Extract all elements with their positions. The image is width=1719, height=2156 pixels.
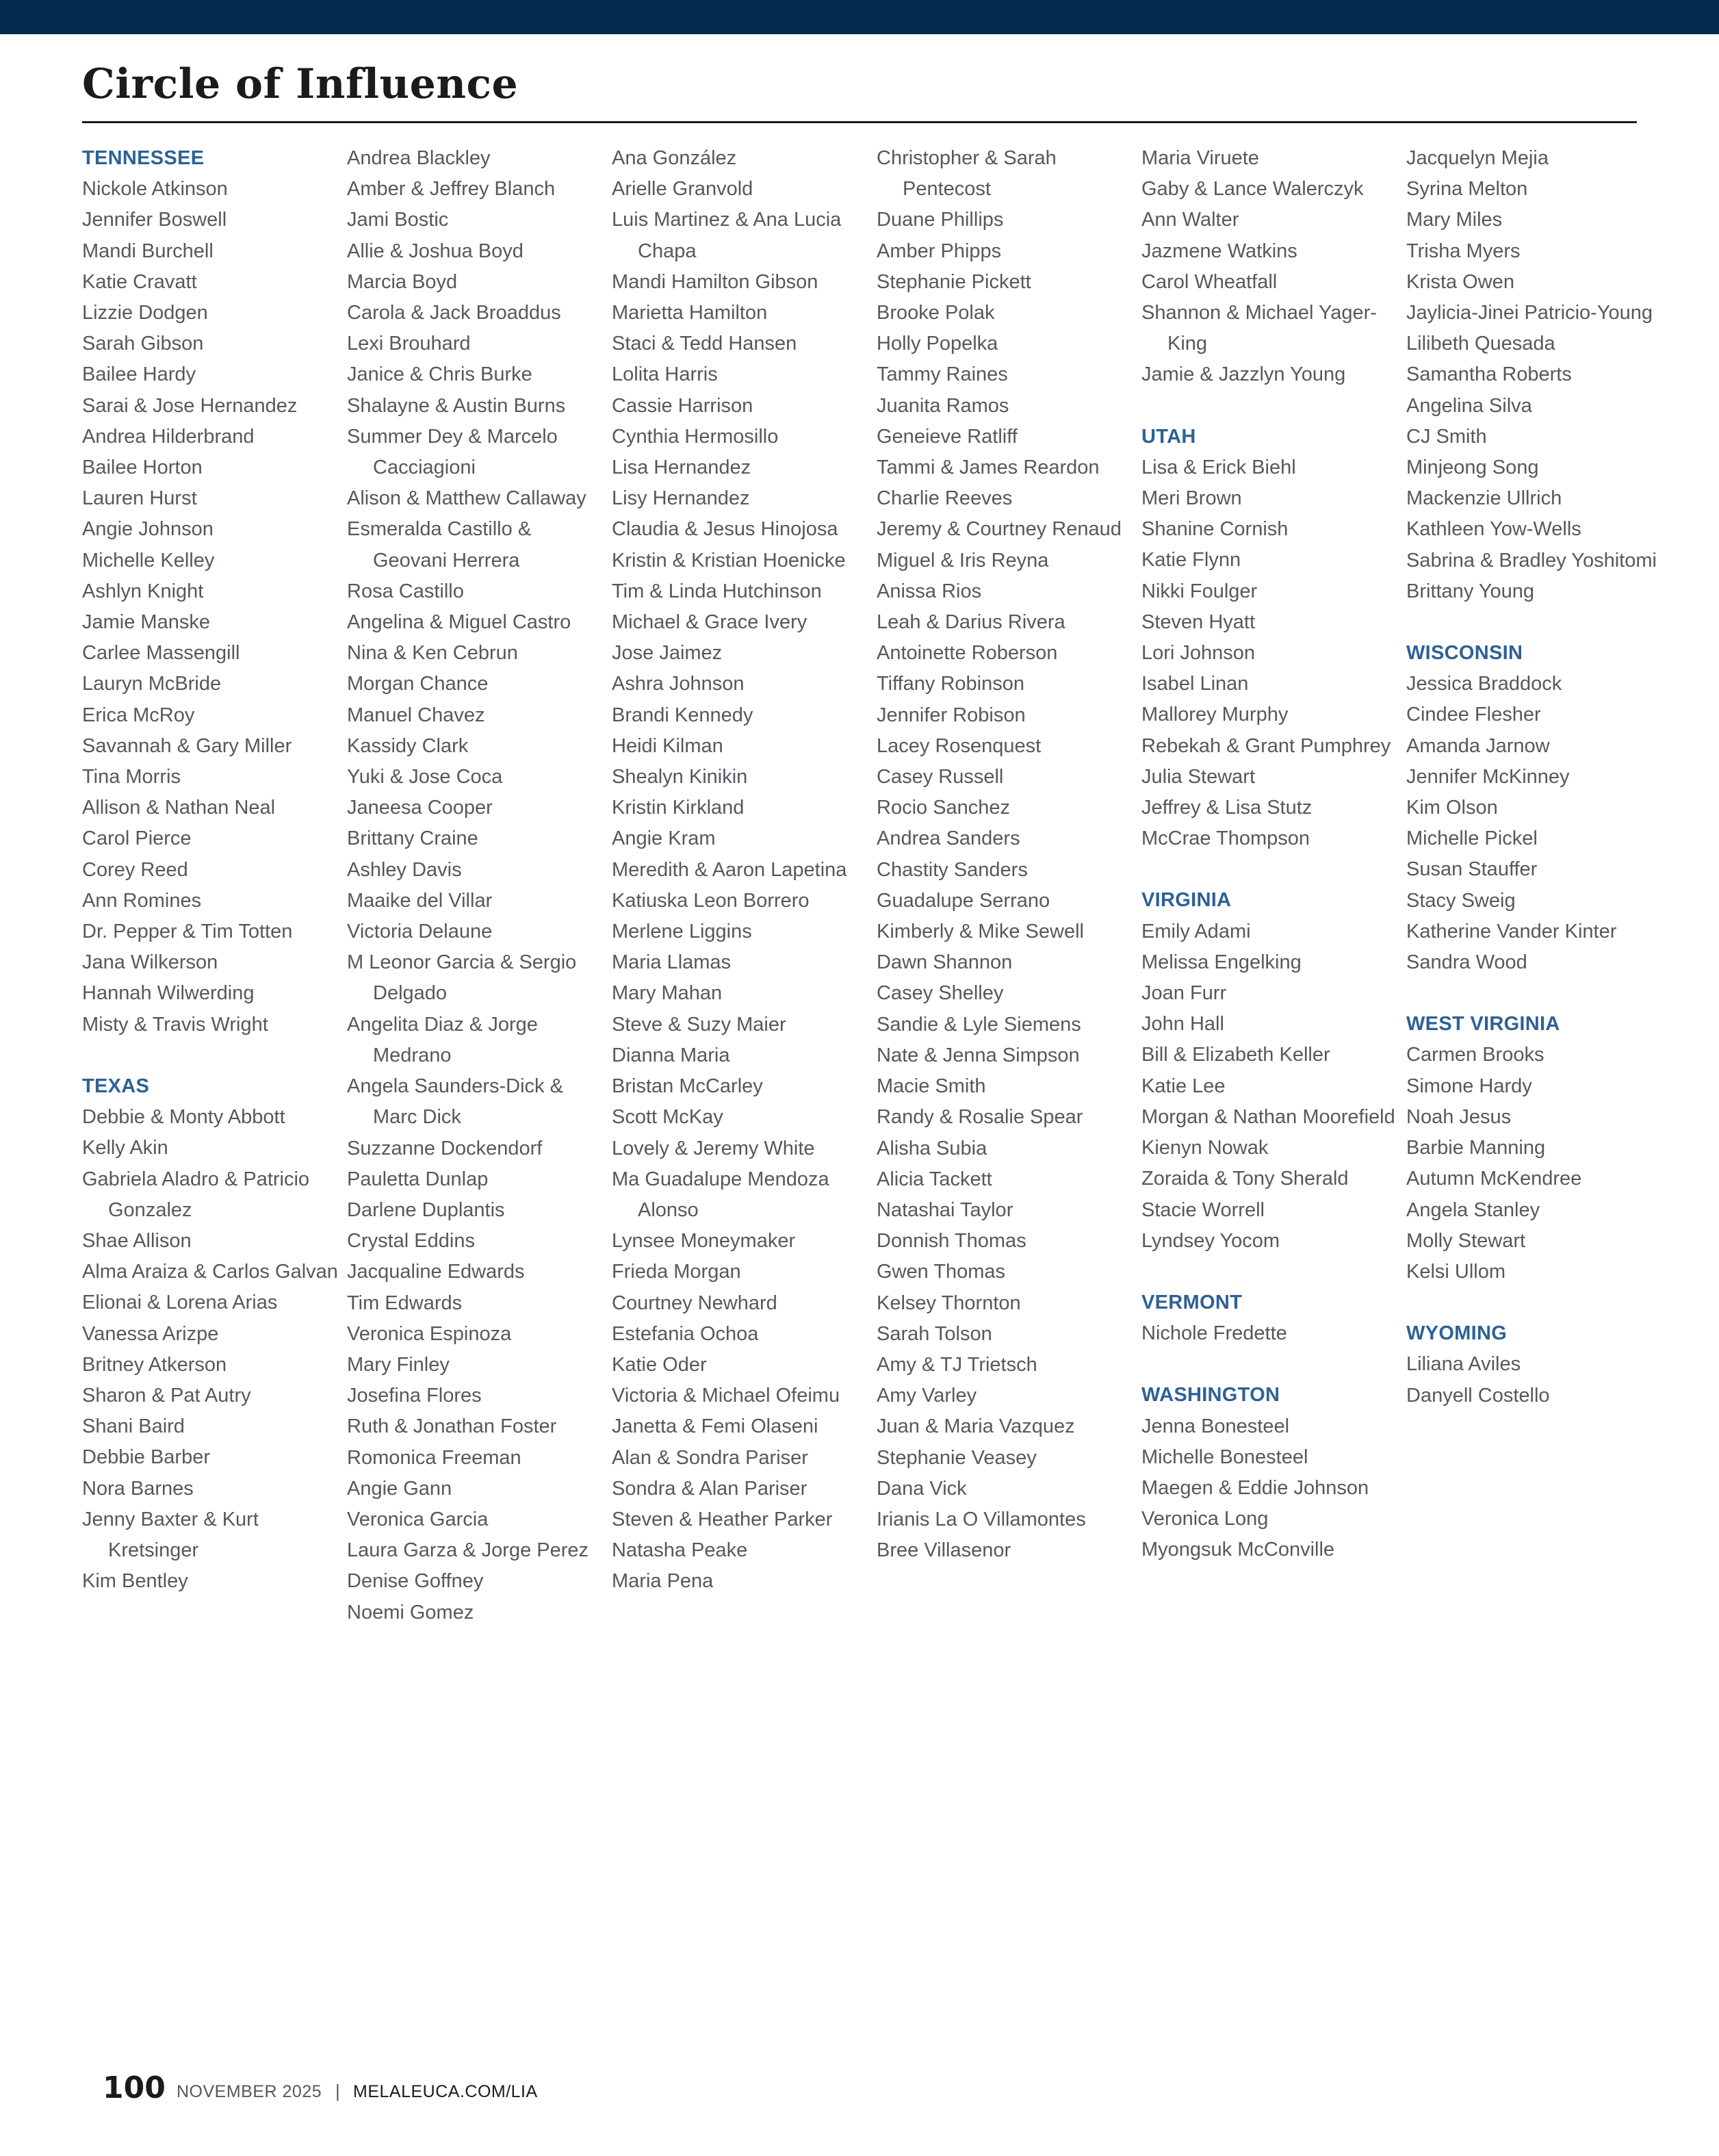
name-entry: Angelina & Miguel Castro	[347, 611, 571, 634]
name-entry: Shae Allison	[82, 1229, 192, 1252]
name-entry: Kimberly & Mike Sewell	[877, 921, 1084, 943]
name-entry: Esmeralda Castillo & Geovani Herrera	[347, 518, 532, 572]
name-entry: Kristin Kirkland	[612, 797, 745, 819]
name-entry: Kristin & Kristian Hoenicke	[612, 549, 846, 572]
name-entry: Britney Atkerson	[82, 1353, 227, 1376]
name-entry: Denise Goffney	[347, 1570, 484, 1593]
name-entry: Debbie Barber	[82, 1446, 210, 1469]
name-entry: Amanda Jarnow	[1406, 734, 1550, 757]
name-entry: Shani Baird	[82, 1415, 185, 1438]
name-entry: Maaike del Villar	[347, 889, 493, 912]
name-entry: Shannon & Michael Yager-King	[1141, 302, 1377, 355]
name-entry: Carola & Jack Broaddus	[347, 302, 561, 324]
footer-separator: |	[335, 2081, 340, 2101]
name-entry: Joan Furr	[1141, 982, 1227, 1005]
name-entry: Morgan Chance	[347, 673, 489, 695]
name-entry: Emily Adami	[1141, 920, 1251, 942]
name-entry: Lisy Hernandez	[612, 487, 750, 510]
state-heading: WISCONSIN	[1406, 642, 1523, 665]
name-entry: Jennifer Robison	[877, 704, 1026, 726]
name-entry: Mackenzie Ullrich	[1406, 487, 1562, 510]
name-entry: Barbie Manning	[1406, 1137, 1546, 1159]
name-entry: Brittany Craine	[347, 827, 478, 850]
name-entry: Noemi Gomez	[347, 1601, 474, 1624]
section-gap	[1141, 391, 1398, 422]
name-entry: Amber & Jeffrey Blanch	[347, 178, 556, 201]
name-entry: Janetta & Femi Olaseni	[612, 1415, 818, 1438]
name-entry: Ann Romines	[82, 889, 202, 912]
name-entry: McCrae Thompson	[1141, 827, 1310, 850]
name-entry: Carlee Massengill	[82, 642, 240, 665]
name-entry: Steve & Suzy Maier	[612, 1013, 786, 1036]
name-entry: Jeffrey & Lisa Stutz	[1141, 797, 1313, 819]
name-entry: Autumn McKendree	[1406, 1168, 1582, 1190]
name-entry: Scott McKay	[612, 1106, 723, 1129]
name-entry: Victoria & Michael Ofeimu	[612, 1385, 840, 1407]
state-heading: UTAH	[1141, 425, 1196, 448]
name-entry: Katherine Vander Kinter	[1406, 920, 1617, 942]
name-entry: Brittany Young	[1406, 580, 1535, 602]
name-entry: Darlene Duplantis	[347, 1198, 505, 1221]
name-entry: Maegen & Eddie Johnson	[1141, 1476, 1369, 1499]
state-heading: TEXAS	[82, 1075, 150, 1097]
name-entry: Jeremy & Courtney Renaud	[877, 518, 1122, 541]
name-entry: Ma Guadalupe Mendoza Alonso	[612, 1168, 829, 1221]
name-entry: Corey Reed	[82, 858, 188, 881]
name-entry: Amber Phipps	[877, 240, 1002, 262]
name-entry: Manuel Chavez	[347, 704, 485, 726]
name-entry: Krista Owen	[1406, 270, 1514, 293]
name-entry: Alan & Sondra Pariser	[612, 1446, 808, 1469]
section-gap	[1141, 1349, 1398, 1380]
name-entry: Mandi Hamilton Gibson	[612, 270, 818, 293]
name-entry: Angela Saunders-Dick & Marc Dick	[347, 1075, 563, 1129]
name-entry: Meredith & Aaron Lapetina	[612, 858, 847, 881]
name-entry: Gabriela Aladro & Patricio Gonzalez	[82, 1168, 310, 1221]
name-entry: Shalayne & Austin Burns	[347, 394, 566, 417]
name-entry: Jenna Bonesteel	[1141, 1415, 1290, 1437]
name-entry: Alison & Matthew Callaway	[347, 487, 586, 510]
name-entry: Shealyn Kinikin	[612, 766, 748, 788]
name-entry: Crystal Eddins	[347, 1230, 475, 1253]
name-entry: Kelly Akin	[82, 1137, 168, 1159]
state-heading: WYOMING	[1406, 1322, 1508, 1345]
name-entry: Tammi & James Reardon	[877, 457, 1100, 479]
name-entry: Rosa Castillo	[347, 580, 464, 602]
name-entry: Bree Villasenor	[877, 1539, 1011, 1562]
name-entry: Christopher & Sarah Pentecost	[877, 147, 1057, 201]
name-entry: Bristan McCarley	[612, 1075, 763, 1098]
name-entry: Mary Finley	[347, 1353, 450, 1376]
name-entry: Frieda Morgan	[612, 1261, 741, 1283]
name-entry: Ana González	[612, 147, 737, 169]
name-entry: Jacqualine Edwards	[347, 1261, 525, 1283]
name-entry: Amy & TJ Trietsch	[877, 1353, 1037, 1376]
name-entry: Nickole Atkinson	[82, 178, 228, 201]
name-entry: John Hall	[1141, 1013, 1224, 1036]
name-entry: Nina & Ken Cebrun	[347, 642, 518, 665]
name-entry: Susan Stauffer	[1406, 858, 1538, 881]
name-entry: Angelita Diaz & Jorge Medrano	[347, 1013, 538, 1066]
name-entry: Casey Russell	[877, 766, 1004, 788]
column-3	[612, 143, 868, 1597]
name-entry: Duane Phillips	[877, 209, 1004, 231]
name-entry: Dr. Pepper & Tim Totten	[82, 921, 293, 943]
name-entry: Jacquelyn Mejia	[1406, 147, 1549, 169]
name-entry: Michelle Bonesteel	[1141, 1446, 1308, 1468]
name-entry: Cassie Harrison	[612, 394, 753, 417]
name-entry: Stephanie Pickett	[877, 270, 1031, 293]
name-entry: Kienyn Nowak	[1141, 1137, 1269, 1159]
column-4	[877, 143, 1133, 1566]
name-entry: Geneieve Ratliff	[877, 425, 1018, 448]
name-entry: Jazmene Watkins	[1141, 240, 1297, 262]
section-gap	[82, 1040, 339, 1071]
name-entry: Natasha Peake	[612, 1539, 748, 1562]
name-entry: Morgan & Nathan Moorefield	[1141, 1105, 1395, 1128]
name-entry: Sarah Gibson	[82, 333, 204, 355]
name-entry: Lolita Harris	[612, 363, 718, 386]
name-entry: Romonica Freeman	[347, 1446, 521, 1469]
name-entry: Tiffany Robinson	[877, 673, 1025, 695]
name-entry: Nikki Foulger	[1141, 580, 1258, 602]
name-entry: Guadalupe Serrano	[877, 889, 1050, 912]
name-entry: Gaby & Lance Walerczyk	[1141, 178, 1364, 201]
name-entry: Miguel & Iris Reyna	[877, 549, 1049, 572]
column-2	[347, 143, 604, 1628]
name-entry: Yuki & Jose Coca	[347, 766, 503, 788]
name-entry: Mary Miles	[1406, 209, 1503, 231]
name-entry: Savannah & Gary Miller	[82, 734, 292, 757]
page-title: Circle of Influence	[82, 60, 519, 108]
name-entry: Brandi Kennedy	[612, 704, 753, 726]
name-entry: Jamie Manske	[82, 611, 210, 634]
state-heading: WEST VIRGINIA	[1406, 1013, 1560, 1036]
name-entry: Bailee Hardy	[82, 363, 196, 386]
section-gap	[1141, 1257, 1398, 1287]
name-entry: Josefina Flores	[347, 1385, 482, 1407]
name-entry: CJ Smith	[1406, 425, 1487, 448]
name-entry: Rebekah & Grant Pumphrey	[1141, 734, 1391, 757]
name-entry: Brooke Polak	[877, 302, 995, 324]
name-entry: Myongsuk McConville	[1141, 1539, 1335, 1561]
name-entry: Lyndsey Yocom	[1141, 1229, 1280, 1252]
name-entry: Maria Llamas	[612, 951, 732, 974]
name-entry: Meri Brown	[1141, 487, 1242, 510]
name-entry: Jami Bostic	[347, 209, 449, 231]
name-entry: Irianis La O Villamontes	[877, 1508, 1086, 1530]
name-entry: Minjeong Song	[1406, 457, 1539, 479]
name-entry: Sharon & Pat Autry	[82, 1384, 251, 1407]
name-entry: Victoria Delaune	[347, 921, 493, 943]
name-entry: Janice & Chris Burke	[347, 363, 532, 386]
name-entry: Veronica Espinoza	[347, 1322, 512, 1345]
name-entry: Nichole Fredette	[1141, 1322, 1287, 1345]
name-entry: Melissa Engelking	[1141, 951, 1302, 973]
footer-url: MELALEUCA.COM/LIA	[353, 2082, 538, 2101]
name-entry: Lisa Hernandez	[612, 457, 751, 479]
name-entry: Sandra Wood	[1406, 951, 1527, 974]
name-entry: Isabel Linan	[1141, 673, 1249, 695]
name-entry: Sondra & Alan Pariser	[612, 1477, 807, 1500]
name-entry: Lauryn McBride	[82, 673, 222, 695]
name-entry: Carol Wheatfall	[1141, 270, 1278, 293]
name-entry: Arielle Granvold	[612, 178, 753, 201]
name-entry: M Leonor Garcia & Sergio Delgado	[347, 951, 577, 1005]
name-entry: Dawn Shannon	[877, 951, 1013, 974]
name-entry: Holly Popelka	[877, 333, 998, 355]
name-entry: Lacey Rosenquest	[877, 734, 1042, 757]
state-heading: VIRGINIA	[1141, 889, 1232, 912]
name-entry: Michelle Kelley	[82, 549, 215, 572]
name-entry: Michelle Pickel	[1406, 827, 1538, 850]
name-entry: Ashlyn Knight	[82, 580, 204, 602]
name-entry: Jennifer McKinney	[1406, 765, 1570, 788]
name-entry: Lovely & Jeremy White	[612, 1137, 815, 1159]
page-number: 100	[103, 2070, 166, 2105]
name-entry: Danyell Costello	[1406, 1384, 1550, 1407]
name-entry: Summer Dey & Marcelo Cacciagioni	[347, 425, 558, 479]
name-entry: Lexi Brouhard	[347, 333, 471, 355]
section-gap	[1406, 607, 1663, 638]
name-entry: Jennifer Boswell	[82, 209, 227, 231]
name-entry: Donnish Thomas	[877, 1230, 1026, 1253]
name-entry: Noah Jesus	[1406, 1105, 1512, 1128]
name-entry: Nora Barnes	[82, 1477, 194, 1500]
name-entry: Janeesa Cooper	[347, 797, 493, 819]
section-gap	[1406, 1287, 1663, 1318]
name-entry: Liliana Aviles	[1406, 1353, 1521, 1376]
name-entry: Angie Kram	[612, 827, 716, 850]
name-entry: Bill & Elizabeth Keller	[1141, 1044, 1330, 1066]
name-entry: Molly Stewart	[1406, 1229, 1526, 1252]
name-entry: Luis Martinez & Ana Lucia Chapa	[612, 209, 842, 262]
name-entry: Laura Garza & Jorge Perez	[347, 1539, 589, 1562]
name-entry: Angelina Silva	[1406, 394, 1532, 417]
name-entry: Shanine Cornish	[1141, 518, 1289, 541]
column-5	[1141, 143, 1398, 1566]
name-entry: Syrina Melton	[1406, 178, 1528, 201]
name-entry: Mandi Burchell	[82, 240, 214, 262]
top-color-band	[0, 0, 1719, 34]
name-entry: Michael & Grace Ivery	[612, 611, 807, 634]
name-entry: Katie Oder	[612, 1353, 707, 1376]
name-entry: Tim & Linda Hutchinson	[612, 580, 822, 602]
name-entry: Kim Olson	[1406, 797, 1498, 819]
issue-date: NOVEMBER 2025	[177, 2082, 322, 2101]
name-entry: Juanita Ramos	[877, 394, 1009, 417]
name-entry: Merlene Liggins	[612, 921, 752, 943]
name-entry: Mary Mahan	[612, 982, 723, 1005]
section-gap	[1406, 978, 1663, 1009]
name-entry: Angela Stanley	[1406, 1198, 1540, 1221]
name-entry: Heidi Kilman	[612, 734, 723, 757]
name-entry: Lizzie Dodgen	[82, 302, 208, 324]
name-entry: Katie Cravatt	[82, 270, 197, 293]
name-entry: Lori Johnson	[1141, 642, 1256, 665]
name-entry: Steven & Heather Parker	[612, 1508, 833, 1530]
name-entry: Pauletta Dunlap	[347, 1168, 489, 1190]
name-entry: Kelsi Ullom	[1406, 1260, 1506, 1283]
name-entry: Angie Gann	[347, 1477, 452, 1500]
name-entry: Alma Araiza & Carlos Galvan	[82, 1261, 338, 1283]
name-entry: Staci & Tedd Hansen	[612, 333, 797, 355]
name-entry: Vanessa Arizpe	[82, 1322, 219, 1345]
name-entry: Charlie Reeves	[877, 487, 1013, 510]
name-entry: Allie & Joshua Boyd	[347, 240, 524, 262]
name-entry: Marcia Boyd	[347, 270, 458, 293]
name-entry: Veronica Long	[1141, 1508, 1269, 1530]
name-entry: Leah & Darius Rivera	[877, 611, 1065, 634]
name-entry: Sabrina & Bradley Yoshitomi	[1406, 549, 1657, 572]
name-entry: Antoinette Roberson	[877, 642, 1058, 665]
name-entry: Nate & Jenna Simpson	[877, 1044, 1080, 1066]
name-entry: Rocio Sanchez	[877, 797, 1011, 819]
name-entry: Mallorey Murphy	[1141, 704, 1289, 726]
name-entry: Marietta Hamilton	[612, 302, 768, 324]
state-heading: VERMONT	[1141, 1291, 1243, 1313]
name-entry: Hannah Wilwerding	[82, 982, 255, 1005]
name-entry: Trisha Myers	[1406, 240, 1521, 262]
name-entry: Stacy Sweig	[1406, 889, 1516, 912]
name-entry: Alisha Subia	[877, 1137, 987, 1159]
state-heading: TENNESSEE	[82, 147, 205, 169]
name-entry: Ann Walter	[1141, 209, 1239, 231]
name-entry: Lilibeth Quesada	[1406, 333, 1555, 355]
name-entry: Jose Jaimez	[612, 642, 723, 665]
name-entry: Tina Morris	[82, 766, 181, 788]
name-entry: Sandie & Lyle Siemens	[877, 1013, 1081, 1036]
name-entry: Maria Viruete	[1141, 147, 1259, 169]
name-entry: Andrea Hilderbrand	[82, 425, 255, 448]
name-entry: Jenny Baxter & Kurt Kretsinger	[82, 1508, 259, 1561]
name-entry: Tim Edwards	[347, 1292, 463, 1314]
name-entry: Juan & Maria Vazquez	[877, 1415, 1075, 1438]
name-entry: Cynthia Hermosillo	[612, 425, 779, 448]
name-entry: Lauren Hurst	[82, 487, 197, 510]
column-6	[1406, 143, 1663, 1411]
name-entry: Dianna Maria	[612, 1044, 730, 1066]
name-entry: Gwen Thomas	[877, 1261, 1006, 1283]
name-entry: Kelsey Thornton	[877, 1292, 1021, 1314]
name-entry: Samantha Roberts	[1406, 363, 1572, 386]
name-entry: Suzzanne Dockendorf	[347, 1137, 543, 1159]
name-entry: Cindee Flesher	[1406, 704, 1541, 726]
name-entry: Andrea Sanders	[877, 827, 1020, 850]
name-entry: Erica McRoy	[82, 704, 195, 726]
name-entry: Anissa Rios	[877, 580, 982, 602]
name-entry: Claudia & Jesus Hinojosa	[612, 518, 838, 541]
name-entry: Jamie & Jazzlyn Young	[1141, 363, 1346, 386]
name-entry: Ashra Johnson	[612, 673, 745, 695]
name-entry: Alicia Tackett	[877, 1168, 992, 1190]
name-entry: Angie Johnson	[82, 518, 214, 541]
name-entry: Randy & Rosalie Spear	[877, 1106, 1083, 1129]
section-gap	[1141, 854, 1398, 885]
title-underline	[82, 121, 1637, 123]
name-entry: Steven Hyatt	[1141, 611, 1256, 633]
name-entry: Kathleen Yow-Wells	[1406, 518, 1581, 541]
name-entry: Jana Wilkerson	[82, 951, 218, 974]
name-entry: Katie Flynn	[1141, 549, 1241, 572]
name-entry: Maria Pena	[612, 1570, 714, 1593]
name-entry: Macie Smith	[877, 1075, 986, 1098]
name-entry: Bailee Horton	[82, 457, 203, 479]
name-entry: Carmen Brooks	[1406, 1044, 1544, 1066]
name-entry: Sarai & Jose Hernandez	[82, 394, 298, 417]
name-entry: Simone Hardy	[1406, 1075, 1532, 1097]
name-entry: Sarah Tolson	[877, 1322, 992, 1345]
name-entry: Dana Vick	[877, 1477, 967, 1500]
name-entry: Casey Shelley	[877, 982, 1004, 1005]
name-entry: Lynsee Moneymaker	[612, 1230, 796, 1253]
name-entry: Amy Varley	[877, 1385, 977, 1407]
name-entry: Courtney Newhard	[612, 1292, 777, 1314]
name-entry: Kassidy Clark	[347, 734, 469, 757]
name-entry: Carol Pierce	[82, 827, 192, 850]
name-entry: Jaylicia-Jinei Patricio-Young	[1406, 302, 1653, 324]
name-entry: Stacie Worrell	[1141, 1198, 1265, 1221]
state-heading: WASHINGTON	[1141, 1384, 1280, 1407]
name-entry: Estefania Ochoa	[612, 1322, 759, 1345]
name-entry: Chastity Sanders	[877, 858, 1028, 881]
name-entry: Kim Bentley	[82, 1570, 188, 1593]
name-entry: Jessica Braddock	[1406, 673, 1562, 695]
name-entry: Ashley Davis	[347, 858, 462, 881]
name-entry: Katiuska Leon Borrero	[612, 889, 810, 912]
column-1	[82, 143, 339, 1597]
name-entry: Allison & Nathan Neal	[82, 797, 276, 819]
name-entry: Ruth & Jonathan Foster	[347, 1415, 557, 1438]
name-entry: Debbie & Monty Abbott	[82, 1106, 285, 1129]
name-entry: Tammy Raines	[877, 363, 1008, 386]
name-entry: Misty & Travis Wright	[82, 1013, 268, 1036]
name-entry: Stephanie Veasey	[877, 1446, 1037, 1469]
name-entry: Julia Stewart	[1141, 765, 1256, 788]
name-entry: Veronica Garcia	[347, 1508, 489, 1530]
name-entry: Elionai & Lorena Arias	[82, 1292, 278, 1314]
name-entry: Andrea Blackley	[347, 147, 491, 169]
name-entry: Katie Lee	[1141, 1075, 1226, 1097]
name-entry: Lisa & Erick Biehl	[1141, 456, 1296, 478]
name-entry: Natashai Taylor	[877, 1198, 1013, 1221]
name-entry: Zoraida & Tony Sherald	[1141, 1168, 1349, 1190]
